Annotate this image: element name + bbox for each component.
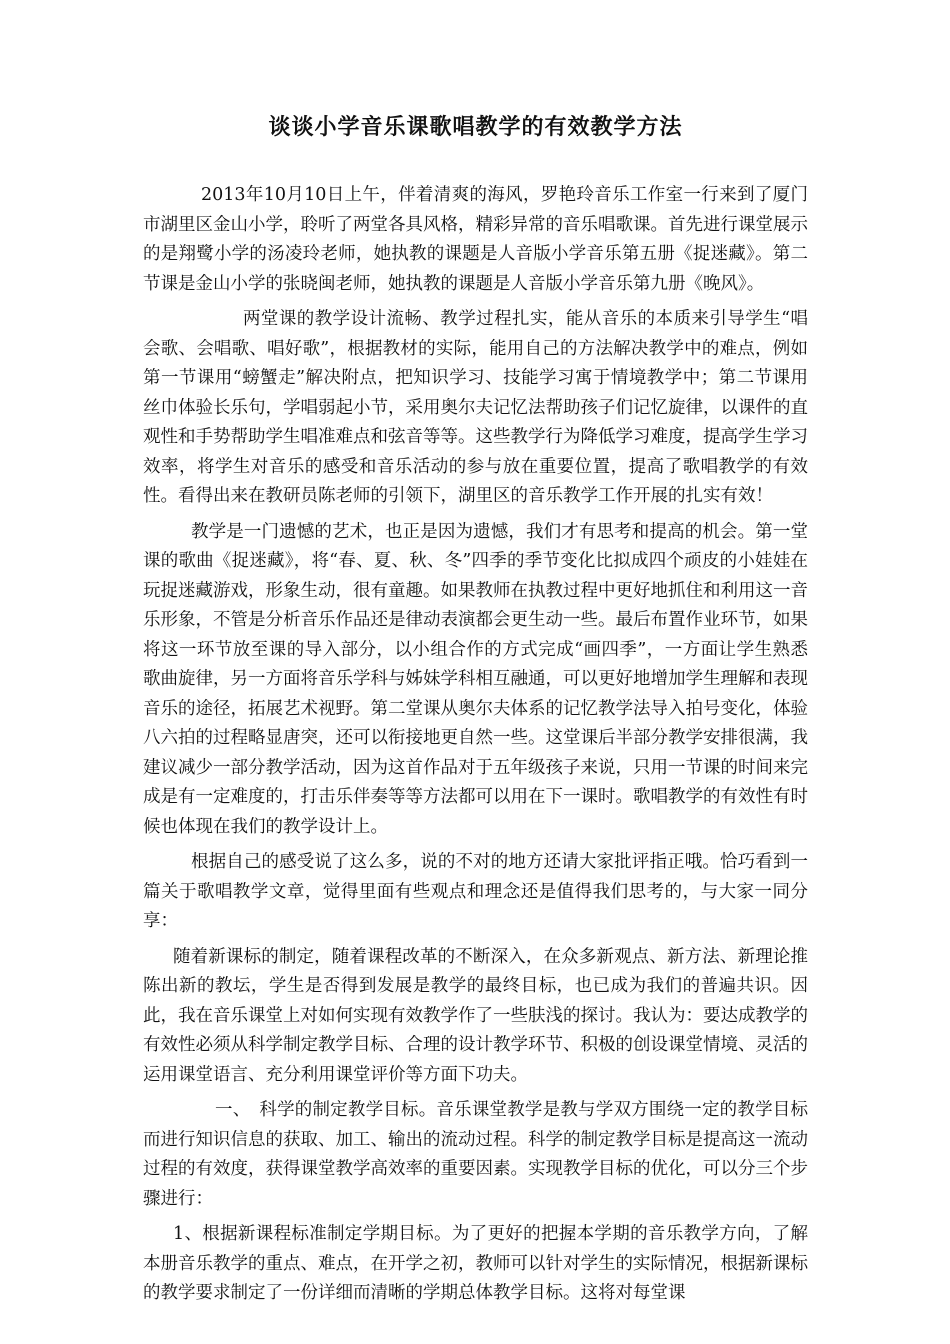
paragraph-4: 根据自己的感受说了这么多，说的不对的地方还请大家批评指正哦。恰巧看到一篇关于歌唱教学文章，觉得里面有些观点和理念还是值得我们思考的，与大家一同分享：: [143, 852, 808, 931]
document-page: [143, 110, 808, 1315]
paragraph-3: 教学是一门遗憾的艺术，也正是因为遗憾，我们才有思考和提高的机会。第一堂课的歌曲《捉迷藏》，将“春、夏、秋、冬”四季的季节变化比拟成四个顽皮的小娃娃在玩捉迷藏游戏，形象生动，很有童趣。如果教师在执教过程中更好地抓住和利用这一音乐形象，不管是分析音乐作品还是律动表演都会更生动一些。最后布置作业环节，如果将这一环节放至课的导入部分，以小组合作的方式完成“画四季”，一方面让学生熟悉歌曲旋律，另一方面将音乐学科与姊妹学科相互融通，可以更好地增加学生理解和表现音乐的途径，拓展艺术视野。第二堂课从奥尔夫体系的记忆教学法导入拍号变化，体验八六拍的过程略显唐突，还可以衔接地更自然一些。这堂课后半部分教学安排很满，我建议减少一部分教学活动，因为这首作品对于五年级孩子来说，只用一节课的时间来完成是有一定难度的，打击乐伴奏等等方法都可以用在下一课时。歌唱教学的有效性有时候也体现在我们的教学设计上。: [143, 521, 808, 837]
paragraph-6: 一、 科学的制定教学目标。音乐课堂教学是教与学双方围绕一定的教学目标而进行知识信息的获取、加工、输出的流动过程。科学的制定教学目标是提高这一流动过程的有效度，获得课堂教学高效率的重要因素。实现教学目标的优化，可以分三个步骤进行：: [143, 1100, 808, 1209]
paragraph-5: 随着新课标的制定，随着课程改革的不断深入，在众多新观点、新方法、新理论推陈出新的教坛，学生是否得到发展是教学的最终目标，也已成为我们的普遍共识。因此，我在音乐课堂上对如何实现有效教学作了一些肤浅的探讨。我认为：要达成教学的有效性必须从科学制定教学目标、合理的设计教学环节、积极的创设课堂情境、灵活的运用课堂语言、充分利用课堂评价等方面下功夫。: [143, 946, 808, 1085]
paragraph-2: 两堂课的教学设计流畅、教学过程扎实，能从音乐的本质来引导学生“唱会歌、会唱歌、唱好歌”，根据教材的实际，能用自己的方法解决教学中的难点，例如第一节课用“螃蟹走”解决附点，把知识学习、技能学习寓于情境教学中；第二节课用丝巾体验长乐句，学唱弱起小节，采用奥尔夫记忆法帮助孩子们记忆旋律，以课件的直观性和手势帮助学生唱准难点和弦音等等。这些教学行为降低学习难度，提高学生学习效率，将学生对音乐的感受和音乐活动的参与放在重要位置，提高了歌唱教学的有效性。看得出来在教研员陈老师的引领下，湖里区的音乐教学工作开展的扎实有效！: [143, 309, 808, 506]
paragraph-1: 2013年10月10日上午，伴着清爽的海风，罗艳玲音乐工作室一行来到了厦门市湖里区金山小学，聆听了两堂各具风格，精彩异常的音乐唱歌课。首先进行课堂展示的是翔鹭小学的汤凌玲老师，她执教的课题是人音版小学音乐第五册《捉迷藏》。第二节课是金山小学的张晓闽老师，她执教的课题是人音版小学音乐第九册《晚风》。: [143, 185, 808, 294]
document-title: 谈谈小学音乐课歌唱教学的有效教学方法: [268, 114, 683, 140]
paragraph-7: 1、根据新课程标准制定学期目标。为了更好的把握本学期的音乐教学方向，了解本册音乐教学的重点、难点，在开学之初，教师可以针对学生的实际情况，根据新课标的教学要求制定了一份详细而清晰的学期总体教学目标。这将对每堂课: [143, 1224, 808, 1303]
